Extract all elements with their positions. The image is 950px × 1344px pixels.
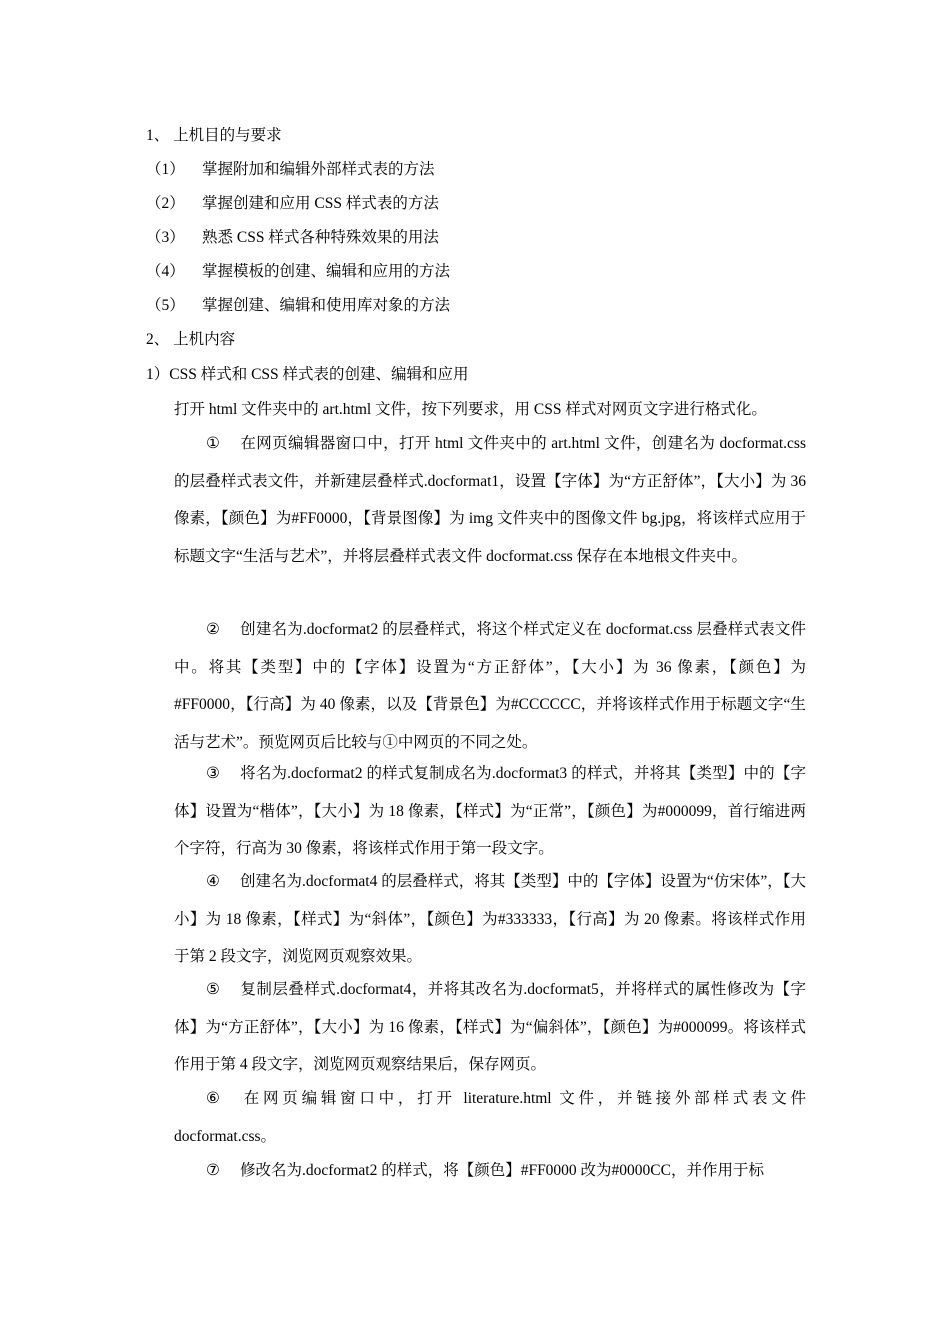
step-text: 修改名为.docformat2 的样式，将【颜色】#FF0000 改为#0000CC，并作用于标 [240,1162,764,1179]
objective-item-3 [146,228,439,248]
step-marker: ① [206,435,220,452]
step-text: 在网页编辑窗口中，打开 literature.html 文件，并链接外部样式表文件 docformat.css。 [174,1090,806,1145]
step-marker: ⑦ [206,1162,220,1179]
objective-item-text: 掌握创建、编辑和使用库对象的方法 [202,297,451,314]
step-text: 在网页编辑器窗口中，打开 html 文件夹中的 art.html 文件，创建名为 docformat.css 的层叠样式表文件，并新建层叠样式.docformat1，设置【字体】为“方正舒体”，【大小】为 36 像素，【颜色】为#FF0000，【背景图像】为 img 文件夹中的图像文件 bg.jpg，将该样式应用于标题文字“生活与艺术”，并将层叠样式表文件 docformat.css 保存在本地根文件夹中。 [174,435,806,565]
step-paragraph-2 [174,611,806,761]
step-paragraph-6 [174,1080,806,1155]
step-paragraph-7 [174,1152,806,1190]
objective-item-2 [146,194,439,214]
objective-item-1 [146,160,435,180]
step-marker: ③ [206,765,220,782]
objective-item-text: 掌握模板的创建、编辑和应用的方法 [202,263,451,280]
step-paragraph-5 [174,971,806,1084]
step-marker: ④ [206,873,220,890]
step-text: 创建名为.docformat4 的层叠样式，将其【类型】中的【字体】设置为“仿宋体”，【大小】为 18 像素，【样式】为“斜体”，【颜色】为#333333，【行高】为 20 像素。将该样式作用于第 2 段文字，浏览网页观察效果。 [174,873,806,965]
objective-item-num: （5） [146,297,185,314]
section2-title: 2、 上机内容 [146,331,236,348]
step-marker: ⑥ [206,1090,220,1107]
objective-item-num: （2） [146,195,185,212]
section2-subtitle: 1）CSS 样式和 CSS 样式表的创建、编辑和应用 [146,366,469,383]
section2-intro: 打开 html 文件夹中的 art.html 文件，按下列要求，用 CSS 样式对网页文字进行格式化。 [174,401,767,418]
objective-item-num: （4） [146,263,185,280]
step-marker: ② [206,621,220,638]
objective-item-5 [146,296,450,316]
section1-title: 1、 上机目的与要求 [146,127,282,144]
objective-item-num: （3） [146,229,185,246]
objective-item-text: 掌握创建和应用 CSS 样式表的方法 [202,195,439,212]
objective-item-num: （1） [146,161,185,178]
step-paragraph-1 [174,425,806,575]
step-paragraph-4 [174,863,806,976]
step-text: 创建名为.docformat2 的层叠样式，将这个样式定义在 docformat.css 层叠样式表文件中。将其【类型】中的【字体】设置为“方正舒体”，【大小】为 36 像素，【颜色】为#FF0000，【行高】为 40 像素，以及【背景色】为#CCCCCC，并将该样式作用于标题文字“生活与艺术”。预览网页后比较与①中网页的不同之处。 [174,621,806,751]
step-marker: ⑤ [206,981,220,998]
step-text: 将名为.docformat2 的样式复制成名为.docformat3 的样式，并将其【类型】中的【字体】设置为“楷体”，【大小】为 18 像素，【样式】为“正常”，【颜色】为#000099，首行缩进两个字符，行高为 30 像素，将该样式作用于第一段文字。 [174,765,806,857]
step-paragraph-3 [174,755,806,868]
objective-item-4 [146,262,450,282]
objective-item-text: 掌握附加和编辑外部样式表的方法 [202,161,435,178]
step-text: 复制层叠样式.docformat4，并将其改名为.docformat5，并将样式的属性修改为【字体】为“方正舒体”，【大小】为 16 像素，【样式】为“偏斜体”，【颜色】为#000099。将该样式作用于第 4 段文字，浏览网页观察结果后，保存网页。 [174,981,806,1073]
objective-item-text: 熟悉 CSS 样式各种特殊效果的用法 [202,229,439,246]
